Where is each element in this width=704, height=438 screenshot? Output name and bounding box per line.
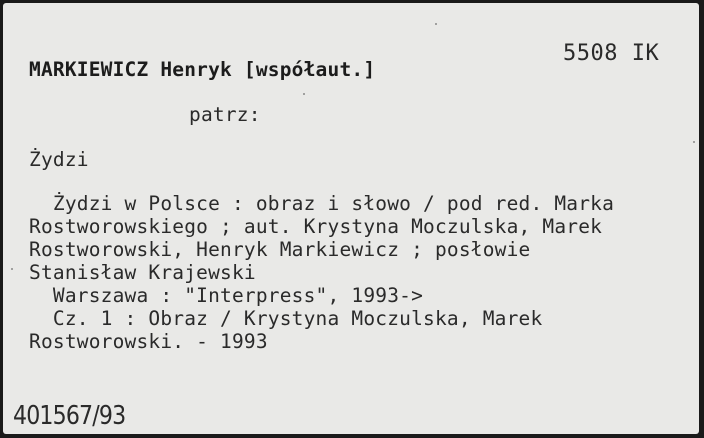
catalog-card <box>3 3 699 434</box>
paper-speck <box>11 268 13 270</box>
call-number: 5508 IK <box>563 41 660 66</box>
body-line: Warszawa : "Interpress", 1993-> <box>29 284 424 307</box>
paper-speck <box>693 141 695 143</box>
body-line: Rostworowskiego ; aut. Krystyna Moczulska, Marek <box>29 215 603 238</box>
body-line: Cz. 1 : Obraz / Krystyna Moczulska, Marek <box>29 307 543 330</box>
paper-speck <box>435 23 437 25</box>
inventory-number: 401567/93 <box>13 401 126 431</box>
body-line: Rostworowski. - 1993 <box>29 330 268 353</box>
body-line: Rostworowski, Henryk Markiewicz ; posłowie <box>29 238 531 261</box>
see-reference-label: patrz: <box>189 103 261 126</box>
subject-heading: Żydzi <box>29 148 89 171</box>
paper-speck <box>303 93 305 95</box>
body-line: Żydzi w Polsce : obraz i słowo / pod red. Marka <box>29 192 615 215</box>
body-line: Stanisław Krajewski <box>29 261 256 284</box>
card-heading: MARKIEWICZ Henryk [współaut.] <box>29 58 376 81</box>
